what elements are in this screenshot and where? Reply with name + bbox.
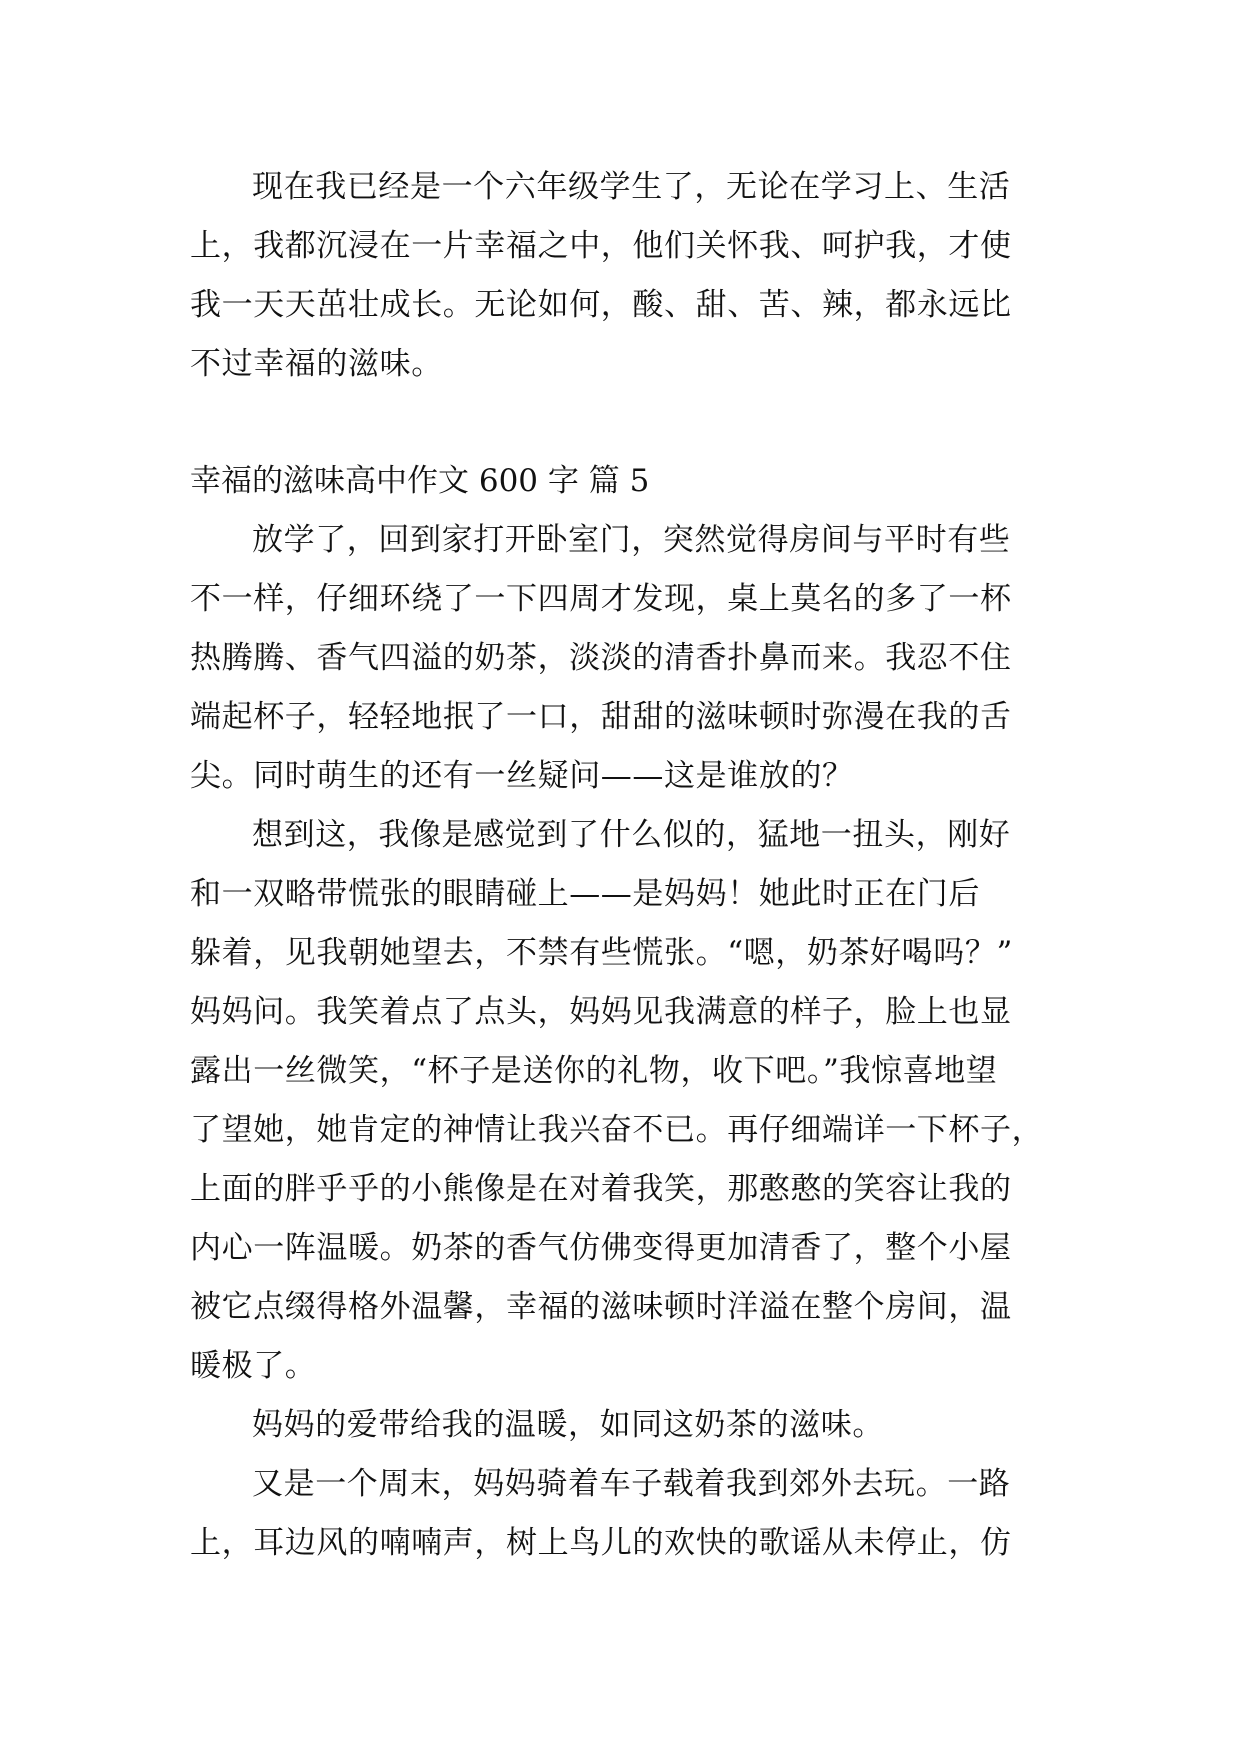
paragraph-line: 躲着，见我朝她望去，不禁有些慌张。“嗯，奶茶好喝吗？” bbox=[190, 935, 1013, 971]
paragraph-line: 妈妈问。我笑着点了点头，妈妈见我满意的样子，脸上也显 bbox=[190, 994, 1012, 1030]
paragraph-line: 端起杯子，轻轻地抿了一口，甜甜的滋味顿时弥漫在我的舌 bbox=[190, 699, 1012, 735]
paragraph-line: 上面的胖乎乎的小熊像是在对着我笑，那憨憨的笑容让我的 bbox=[190, 1171, 1012, 1207]
paragraph-line: 内心一阵温暖。奶茶的香气仿佛变得更加清香了，整个小屋 bbox=[190, 1230, 1012, 1266]
paragraph-line: 不过幸福的滋味。 bbox=[190, 346, 443, 382]
paragraph-line: 热腾腾、香气四溢的奶茶，淡淡的清香扑鼻而来。我忍不住 bbox=[190, 640, 1012, 676]
paragraph-line: 和一双略带慌张的眼睛碰上——是妈妈！她此时正在门后 bbox=[190, 876, 980, 912]
paragraph-line: 我一天天茁壮成长。无论如何，酸、甜、苦、辣，都永远比 bbox=[190, 287, 1012, 323]
paragraph-line: 露出一丝微笑，“杯子是送你的礼物，收下吧。”我惊喜地望 bbox=[190, 1053, 998, 1089]
paragraph-line: 被它点缀得格外温馨，幸福的滋味顿时洋溢在整个房间，温 bbox=[190, 1289, 1012, 1325]
paragraph-line: 现在我已经是一个六年级学生了，无论在学习上、生活 bbox=[252, 169, 1011, 205]
paragraph-line: 放学了，回到家打开卧室门，突然觉得房间与平时有些 bbox=[252, 522, 1011, 558]
paragraph-line: 不一样，仔细环绕了一下四周才发现，桌上莫名的多了一杯 bbox=[190, 581, 1012, 617]
paragraph-line: 上，耳边风的喃喃声，树上鸟儿的欢快的歌谣从未停止，仿 bbox=[190, 1525, 1012, 1561]
paragraph-line: 了望她，她肯定的神情让我兴奋不已。再仔细端详一下杯子， bbox=[190, 1112, 1044, 1148]
paragraph-line: 上，我都沉浸在一片幸福之中，他们关怀我、呵护我，才使 bbox=[190, 228, 1012, 264]
paragraph-line: 又是一个周末，妈妈骑着车子载着我到郊外去玩。一路 bbox=[252, 1466, 1011, 1502]
paragraph-line: 暖极了。 bbox=[190, 1348, 317, 1384]
document-body bbox=[190, 158, 1050, 1573]
section-title: 幸福的滋味高中作文 600 字 篇 5 bbox=[190, 463, 650, 499]
section-gap bbox=[190, 394, 1050, 452]
paragraph-line: 尖。同时萌生的还有一丝疑问——这是谁放的？ bbox=[190, 758, 854, 794]
paragraph-line: 想到这，我像是感觉到了什么似的，猛地一扭头，刚好 bbox=[252, 817, 1011, 853]
paragraph-line: 妈妈的爱带给我的温暖，如同这奶茶的滋味。 bbox=[252, 1407, 884, 1443]
